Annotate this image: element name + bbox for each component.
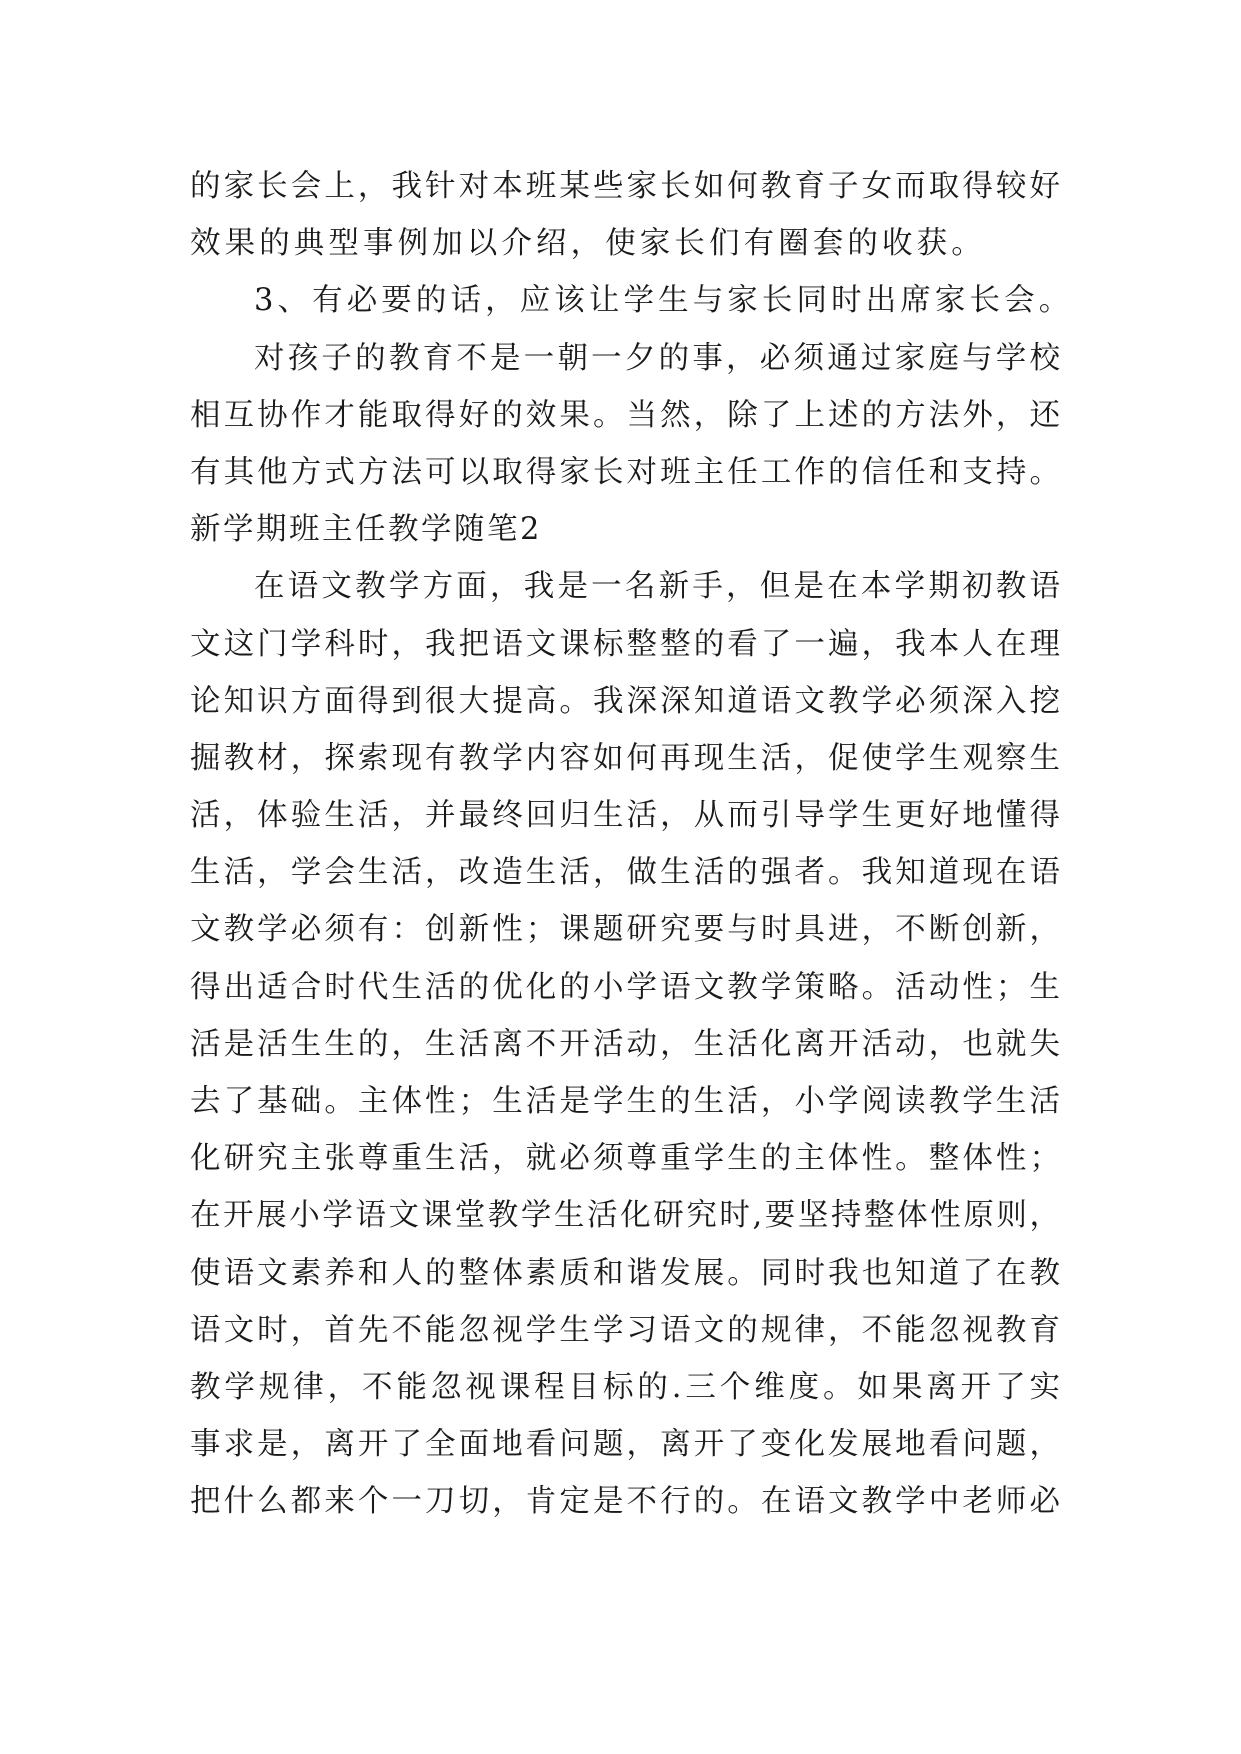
text-line: 有其他方式方法可以取得家长对班主任工作的信任和支持。 — [190, 454, 1060, 490]
text-line: 生活，学会生活，改造生活，做生活的强者。我知道现在语 — [190, 855, 1060, 891]
text-line: 在语文教学方面，我是一名新手，但是在本学期初教语 — [254, 569, 1060, 605]
text-line: 的家长会上，我针对本班某些家长如何教育子女而取得较好 — [190, 169, 1060, 204]
section-heading: 新学期班主任教学随笔2 — [190, 512, 542, 548]
text-line: 事求是，离开了全面地看问题，离开了变化发展地看问题， — [190, 1427, 1060, 1463]
text-line: 去了基础。主体性；生活是学生的生活，小学阅读教学生活 — [190, 1084, 1060, 1119]
body-text — [190, 158, 1074, 1531]
text-line: 相互协作才能取得好的效果。当然，除了上述的方法外，还 — [190, 397, 1060, 433]
text-line: 文这门学科时，我把语文课标整整的看了一遍，我本人在理 — [190, 626, 1060, 662]
text-line: 使语文素养和人的整体素质和谐发展。同时我也知道了在教 — [190, 1255, 1060, 1291]
text-line: 语文时，首先不能忽视学生学习语文的规律，不能忽视教育 — [190, 1312, 1060, 1348]
text-line: 3、有必要的话，应该让学生与家长同时出席家长会。 — [254, 283, 1074, 319]
text-line: 化研究主张尊重生活，就必须尊重学生的主体性。整体性； — [190, 1141, 1060, 1177]
text-line: 论知识方面得到很大提高。我深深知道语文教学必须深入挖 — [190, 683, 1060, 719]
text-line: 对孩子的教育不是一朝一夕的事，必须通过家庭与学校 — [254, 340, 1060, 376]
text-line: 活是活生生的，生活离不开活动，生活化离开活动，也就失 — [190, 1026, 1060, 1062]
text-line: 教学规律，不能忽视课程目标的.三个维度。如果离开了实 — [190, 1369, 1060, 1405]
text-line: 效果的典型事例加以介绍，使家长们有圈套的收获。 — [190, 226, 986, 262]
text-line: 在开展小学语文课堂教学生活化研究时,要坚持整体性原则， — [190, 1198, 1060, 1234]
text-line: 得出适合时代生活的优化的小学语文教学策略。活动性；生 — [190, 969, 1060, 1005]
text-line: 把什么都来个一刀切，肯定是不行的。在语文教学中老师必 — [190, 1484, 1060, 1520]
text-line: 活，体验生活，并最终回归生活，从而引导学生更好地懂得 — [190, 798, 1060, 834]
text-line: 文教学必须有：创新性；课题研究要与时具进，不断创新， — [190, 912, 1060, 948]
text-line: 掘教材，探索现有教学内容如何再现生活，促使学生观察生 — [190, 740, 1060, 776]
